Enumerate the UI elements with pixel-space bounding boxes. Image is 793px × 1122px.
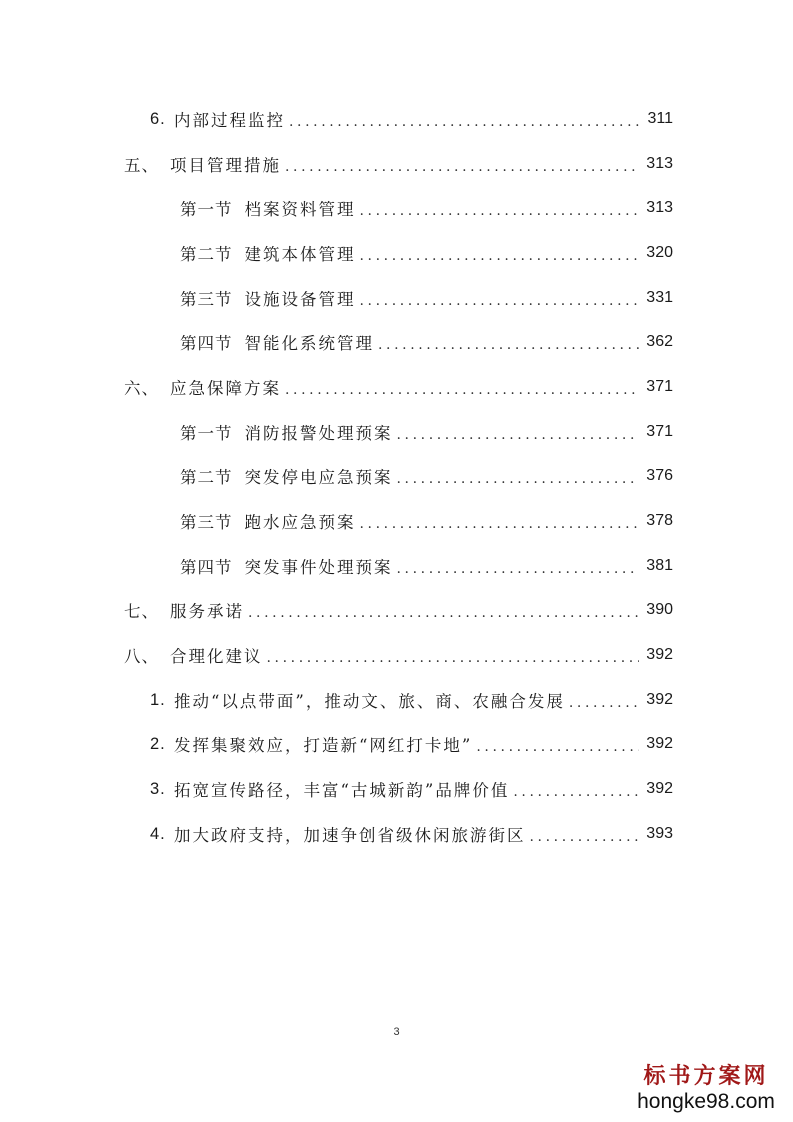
toc-entry[interactable] — [180, 284, 673, 312]
toc-entry-title: 推动“以点带面”，推动文、旅、商、农融合发展 — [174, 692, 565, 711]
toc-entry-page: 378 — [646, 512, 673, 529]
toc-dot-leader — [360, 243, 640, 263]
toc-entry-number: 第一节 — [180, 424, 233, 443]
watermark-name: 标书方案网 — [643, 1063, 769, 1089]
toc-entry[interactable] — [180, 328, 673, 356]
toc-entry-page: 392 — [646, 691, 673, 708]
toc-entry-number: 第三节 — [180, 290, 233, 309]
toc-entry-page: 392 — [646, 735, 673, 752]
toc-entry-number: 2. — [150, 734, 166, 753]
toc-entry-number: 1. — [150, 690, 166, 709]
toc-entry[interactable] — [180, 462, 673, 490]
toc-entry-page: 331 — [646, 289, 673, 306]
toc-entry-number: 五、 — [124, 156, 159, 175]
toc-entry-page: 392 — [646, 780, 673, 797]
toc-entry-page: 311 — [647, 110, 673, 127]
toc-entry-title: 合理化建议 — [170, 647, 263, 666]
toc-entry-page: 381 — [646, 557, 673, 574]
toc-entry[interactable] — [124, 150, 673, 178]
page-number: 3 — [393, 1026, 400, 1038]
toc-entry[interactable] — [180, 239, 673, 267]
toc-entry-page: 313 — [646, 199, 673, 216]
toc-entry[interactable] — [150, 775, 673, 803]
toc-entry[interactable] — [180, 507, 673, 535]
toc-dot-leader — [267, 645, 640, 665]
toc-entry-title: 档案资料管理 — [244, 200, 356, 219]
toc-entry-page: 390 — [646, 601, 673, 618]
toc-dot-leader — [360, 198, 640, 218]
toc-entry-page: 392 — [646, 646, 673, 663]
toc-entry-page: 313 — [646, 155, 673, 172]
toc-entry-number: 6. — [150, 109, 166, 128]
toc-entry-title: 服务承诺 — [170, 602, 244, 621]
toc-entry[interactable] — [180, 418, 673, 446]
toc-entry-number: 第二节 — [180, 468, 233, 487]
toc-entry[interactable] — [180, 194, 673, 222]
toc-entry-title: 跑水应急预案 — [244, 513, 356, 532]
toc-entry-number: 第一节 — [180, 200, 233, 219]
toc-dot-leader — [397, 466, 640, 486]
toc-entry[interactable] — [124, 641, 673, 669]
toc-entry[interactable] — [150, 820, 673, 848]
toc-entry-title: 发挥集聚效应，打造新“网红打卡地” — [174, 736, 473, 755]
toc-entry-page: 320 — [646, 244, 673, 261]
toc-dot-leader — [530, 824, 640, 844]
toc-entry[interactable] — [150, 686, 673, 714]
toc-entry-title: 智能化系统管理 — [244, 334, 374, 353]
toc-entry-number: 第四节 — [180, 558, 233, 577]
toc-dot-leader — [378, 332, 639, 352]
toc-dot-leader — [289, 109, 639, 129]
toc-entry-number: 第四节 — [180, 334, 233, 353]
toc-entry-title: 设施设备管理 — [244, 290, 356, 309]
toc-entry[interactable] — [180, 552, 673, 580]
toc-entry-number: 八、 — [124, 647, 159, 666]
toc-entry-page: 393 — [646, 825, 673, 842]
toc-entry-title: 拓宽宣传路径，丰富“古城新韵”品牌价值 — [174, 781, 510, 800]
toc-entry-number: 六、 — [124, 379, 159, 398]
toc-entry[interactable] — [150, 730, 673, 758]
toc-entry-page: 371 — [646, 378, 673, 395]
toc-dot-leader — [476, 734, 639, 754]
toc-entry[interactable] — [124, 596, 673, 624]
toc-dot-leader — [569, 690, 639, 710]
toc-dot-leader — [513, 779, 639, 799]
toc-dot-leader — [285, 154, 639, 174]
toc-entry-title: 内部过程监控 — [174, 111, 285, 130]
toc-entry-number: 第三节 — [180, 513, 233, 532]
toc-dot-leader — [248, 600, 639, 620]
toc-entry-title: 项目管理措施 — [170, 156, 281, 175]
toc-entry-title: 突发事件处理预案 — [244, 558, 393, 577]
toc-entry-number: 3. — [150, 779, 166, 798]
toc-entry[interactable] — [124, 373, 673, 401]
toc-entry-title: 应急保障方案 — [170, 379, 281, 398]
toc-dot-leader — [397, 556, 640, 576]
watermark-logo — [631, 1065, 781, 1112]
toc-entry-title: 建筑本体管理 — [244, 245, 356, 264]
toc-entry-number: 七、 — [124, 602, 159, 621]
toc-entry-page: 376 — [646, 467, 673, 484]
toc-entry-number: 第二节 — [180, 245, 233, 264]
toc-entry-page: 362 — [646, 333, 673, 350]
toc-entry-title: 消防报警处理预案 — [244, 424, 393, 443]
toc-dot-leader — [360, 511, 640, 531]
toc-dot-leader — [285, 377, 639, 397]
watermark-url: hongke98.com — [637, 1090, 775, 1113]
toc-entry-page: 371 — [646, 423, 673, 440]
toc-entry[interactable] — [150, 105, 673, 133]
toc-entry-number: 4. — [150, 824, 166, 843]
toc-entry-title: 加大政府支持，加速争创省级休闲旅游街区 — [174, 826, 526, 845]
toc-entry-title: 突发停电应急预案 — [244, 468, 393, 487]
toc-dot-leader — [360, 288, 640, 308]
toc-dot-leader — [397, 422, 640, 442]
